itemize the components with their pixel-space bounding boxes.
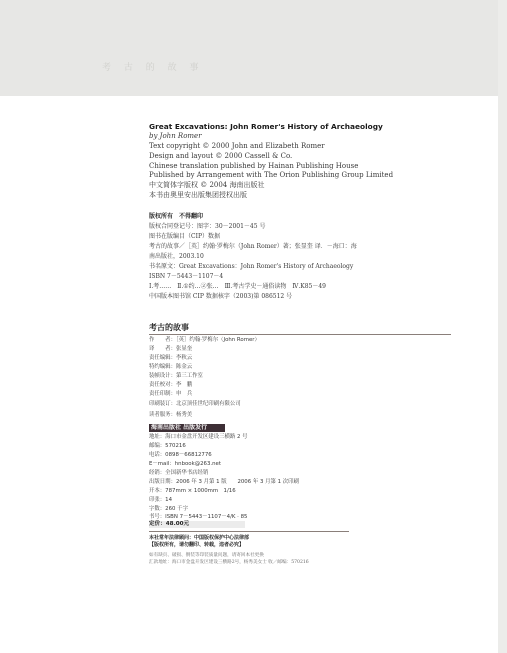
pub-line: 地址：海口市金盘开发区建设三横路 2 号	[149, 434, 248, 440]
price-rule	[149, 531, 349, 532]
cip-line: 书名原文：Great Excavations：John Romer's History of Archaeology	[149, 263, 354, 270]
credit-line: 特约编辑：陈金云	[149, 364, 193, 370]
publisher-label: 海南出版社 出版发行	[151, 424, 208, 431]
pub-line: 电话：0898－66812776	[149, 452, 212, 458]
credit-line: 装帧设计：第三工作室	[149, 373, 203, 379]
pub-line: 书号：ISBN 7－5443－1107－4/K · 85	[149, 514, 248, 520]
english-author-line: by John Romer	[149, 132, 202, 140]
credit-line: 责任印制：申 兵	[149, 391, 193, 397]
credit-line: 译 者：张显奎	[149, 346, 193, 352]
english-line: Published by Arrangement with The Orion Publishing Group Limited	[149, 171, 394, 179]
cip-line: 图书在版编目（CIP）数据	[149, 233, 220, 240]
copyright-heading: 版权所有 不得翻印	[149, 213, 204, 220]
cip-line: 南出版社，2003.10	[149, 253, 204, 260]
title-rule	[149, 334, 451, 335]
header-watermark: 考 古 的 故 事	[102, 63, 204, 73]
price: 定价：48.00元	[149, 521, 190, 527]
credit-line: 责任编辑：李秋云	[149, 355, 193, 361]
credit-line: 责任校对：李 鹏	[149, 382, 193, 388]
publisher-label-box	[149, 424, 225, 432]
book-title: 考古的故事	[149, 322, 189, 332]
english-book-title: Great Excavations: John Romer's History of Archaeology	[149, 122, 383, 131]
rights-line: 本书由奥里安出版集团授权出版	[149, 191, 247, 199]
cip-line: 考古的故事／［英］约翰·罗梅尔（John Romer）著；张显奎 译．－海口：海	[149, 243, 357, 250]
header-band	[0, 0, 507, 96]
credit-line: 读者服务：杨秀美	[149, 412, 193, 418]
cip-line: 中国版本图书馆 CIP 数据核字（2003)第 086512 号	[149, 293, 293, 300]
cip-line: ISBN 7－5443－1107－4	[149, 273, 224, 280]
pub-line: 印张：14	[149, 497, 173, 503]
page-edge	[498, 0, 507, 653]
legal-line: 本社常年法律顾问：中国版权保护中心法律部	[149, 535, 250, 541]
cip-line: Ⅰ.考…… Ⅱ.①约…②张… Ⅲ.考古学史－通俗读物 Ⅳ.K85－49	[149, 283, 326, 290]
pub-line: 出版日期：2006 年 3 月第 1 版 2006 年 3 月第 1 次印刷	[149, 479, 299, 485]
credit-line: 作 者：［英］约翰·罗梅尔（John Romer）	[149, 337, 260, 343]
pub-line: 经销：全国新华书店经销	[149, 470, 209, 476]
legal-line: 【版权所有，请勿翻印、转载，违者必究】	[149, 542, 245, 548]
pub-line: 字数：260 千字	[149, 506, 188, 512]
cip-line: 版权合同登记号：图字：30－2001－45 号	[149, 223, 266, 230]
notice-line: 如有缺页、破损、倒装等印装质量问题，请寄回本社更换	[149, 553, 264, 558]
rights-line: 中文简体字版权 © 2004 海南出版社	[149, 181, 265, 189]
notice-line: 汇款地址：海口市金盘开发区建设三横路2号，杨秀美女士 收／邮编：570216	[149, 560, 309, 565]
pub-line: E－mail：hnbook@263.net	[149, 461, 221, 467]
english-line: Text copyright © 2000 John and Elizabeth Romer	[149, 142, 325, 150]
credit-line: 印刷装订：北京顶佳世纪印刷有限公司	[149, 401, 241, 407]
english-line: Chinese translation published by Hainan Publishing House	[149, 162, 359, 170]
pub-line: 开本：787mm × 1000mm 1/16	[149, 488, 236, 494]
pub-line: 邮编：570216	[149, 443, 186, 449]
english-line: Design and layout © 2000 Cassell & Co.	[149, 152, 293, 160]
